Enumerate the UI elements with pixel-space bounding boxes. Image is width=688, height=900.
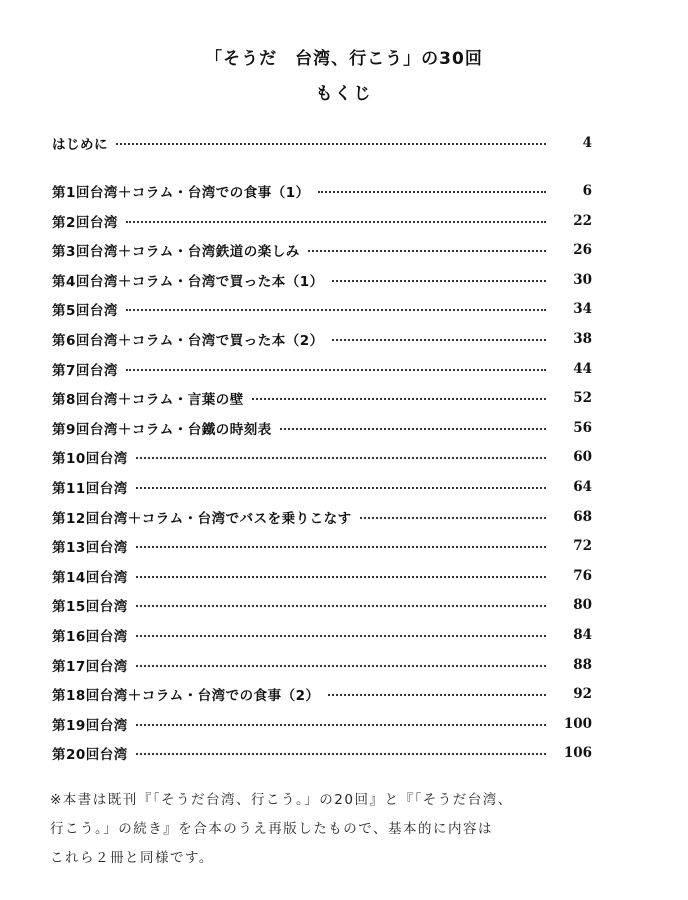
toc-entry-title: 第17回台湾 [52, 658, 128, 675]
toc-entry [52, 417, 592, 439]
dot-leader [308, 239, 546, 261]
toc-entry-page: 60 [573, 449, 592, 466]
toc-entry-page: 22 [573, 212, 592, 229]
toc-entry-page: 30 [573, 271, 592, 288]
toc-entry-page: 64 [573, 479, 592, 495]
toc-entry [52, 683, 592, 705]
toc-entry-title: 第13回台湾 [52, 540, 128, 557]
footnote-line: ※本書は既刊『「そうだ台湾、行こう。」の20回』と『「そうだ台湾、 [50, 792, 513, 808]
toc-entry-title: 第9回台湾＋コラム・台鐵の時刻表 [52, 421, 272, 438]
toc-entry [52, 713, 592, 735]
toc-entry [52, 328, 592, 350]
toc-entry-page: 84 [573, 627, 592, 643]
toc-entry [52, 269, 592, 291]
toc-entry [52, 654, 592, 676]
toc-entry [52, 210, 592, 232]
toc-entry [52, 565, 592, 587]
dot-leader [360, 506, 546, 528]
toc-entry [52, 535, 592, 557]
toc-entry [52, 132, 592, 154]
toc-entry-page: 106 [563, 745, 592, 762]
toc-entry-title: 第6回台湾＋コラム・台湾で買った本（2） [52, 333, 324, 349]
toc-entry-page: 100 [563, 715, 592, 732]
toc-entry [52, 239, 592, 261]
dot-leader [136, 446, 546, 468]
dot-leader [136, 742, 546, 764]
toc-entry-title: 第7回台湾 [52, 362, 118, 379]
page-subtitle: もくじ [315, 84, 373, 104]
footnote [50, 786, 650, 873]
toc-entry-page: 80 [573, 597, 592, 614]
toc-entry-page: 4 [582, 135, 592, 151]
dot-leader [126, 298, 546, 320]
toc-entry-title: 第11回台湾 [52, 481, 128, 497]
toc-entry-title: 第1回台湾＋コラム・台湾での食事（1） [52, 185, 310, 201]
dot-leader [126, 210, 546, 232]
toc-entry [52, 180, 592, 202]
toc-entry-title: 第5回台湾 [52, 303, 118, 320]
dot-leader [136, 713, 546, 735]
toc-entry [52, 506, 592, 528]
toc-entry-page: 88 [573, 656, 592, 673]
dot-leader [252, 387, 546, 409]
toc-entry-title: はじめに [52, 137, 108, 153]
toc-entry [52, 387, 592, 409]
toc-entry [52, 624, 592, 646]
toc-entry-title: 第12回台湾＋コラム・台湾でバスを乗りこなす [52, 510, 352, 527]
toc-entry-page: 68 [573, 508, 592, 525]
footnote-line: これら２冊と同様です。 [50, 850, 214, 866]
toc-entry-title: 第15回台湾 [52, 599, 128, 616]
toc-entry [52, 298, 592, 320]
toc-entry [52, 742, 592, 764]
toc-entry-title: 第20回台湾 [52, 747, 128, 764]
toc-entry [52, 446, 592, 468]
toc-entry [52, 358, 592, 380]
toc-entry-page: 6 [582, 183, 592, 199]
dot-leader [136, 476, 546, 498]
toc-entry-page: 92 [573, 686, 592, 703]
toc-entry-title: 第10回台湾 [52, 451, 128, 468]
toc-entry-page: 44 [573, 360, 592, 377]
toc-entry-page: 38 [573, 331, 592, 347]
footnote-line: 行こう。」の続き』を合本のうえ再版したもので、基本的に内容は [50, 821, 493, 837]
toc-entry [52, 594, 592, 616]
dot-leader [332, 328, 546, 350]
dot-leader [136, 565, 546, 587]
dot-leader [136, 654, 546, 676]
toc-entry-page: 56 [573, 419, 592, 436]
dot-leader [126, 358, 546, 380]
dot-leader [136, 624, 546, 646]
toc-entry-page: 76 [573, 567, 592, 584]
toc-entry-page: 26 [573, 242, 592, 259]
toc-entry-title: 第19回台湾 [52, 717, 128, 734]
dot-leader [332, 269, 546, 291]
dot-leader [318, 180, 546, 202]
toc-entry-title: 第8回台湾＋コラム・言葉の壁 [52, 392, 244, 409]
toc-entry [52, 476, 592, 498]
toc-entry-title: 第4回台湾＋コラム・台湾で買った本（1） [52, 273, 324, 290]
toc-entry-page: 72 [573, 538, 592, 555]
dot-leader [116, 132, 546, 154]
page-title: 「そうだ 台湾、行こう」の30回 [205, 49, 483, 69]
toc-entry-title: 第18回台湾＋コラム・台湾での食事（2） [52, 688, 320, 705]
dot-leader [280, 417, 546, 439]
toc-entry-title: 第14回台湾 [52, 569, 128, 586]
toc-entry-title: 第3回台湾＋コラム・台湾鉄道の楽しみ [52, 244, 300, 261]
dot-leader [136, 594, 546, 616]
dot-leader [328, 683, 546, 705]
toc-entry-title: 第16回台湾 [52, 629, 128, 645]
toc-entry-title: 第2回台湾 [52, 214, 118, 231]
toc-entry-page: 34 [573, 301, 592, 318]
dot-leader [136, 535, 546, 557]
toc-entry-page: 52 [573, 390, 592, 407]
